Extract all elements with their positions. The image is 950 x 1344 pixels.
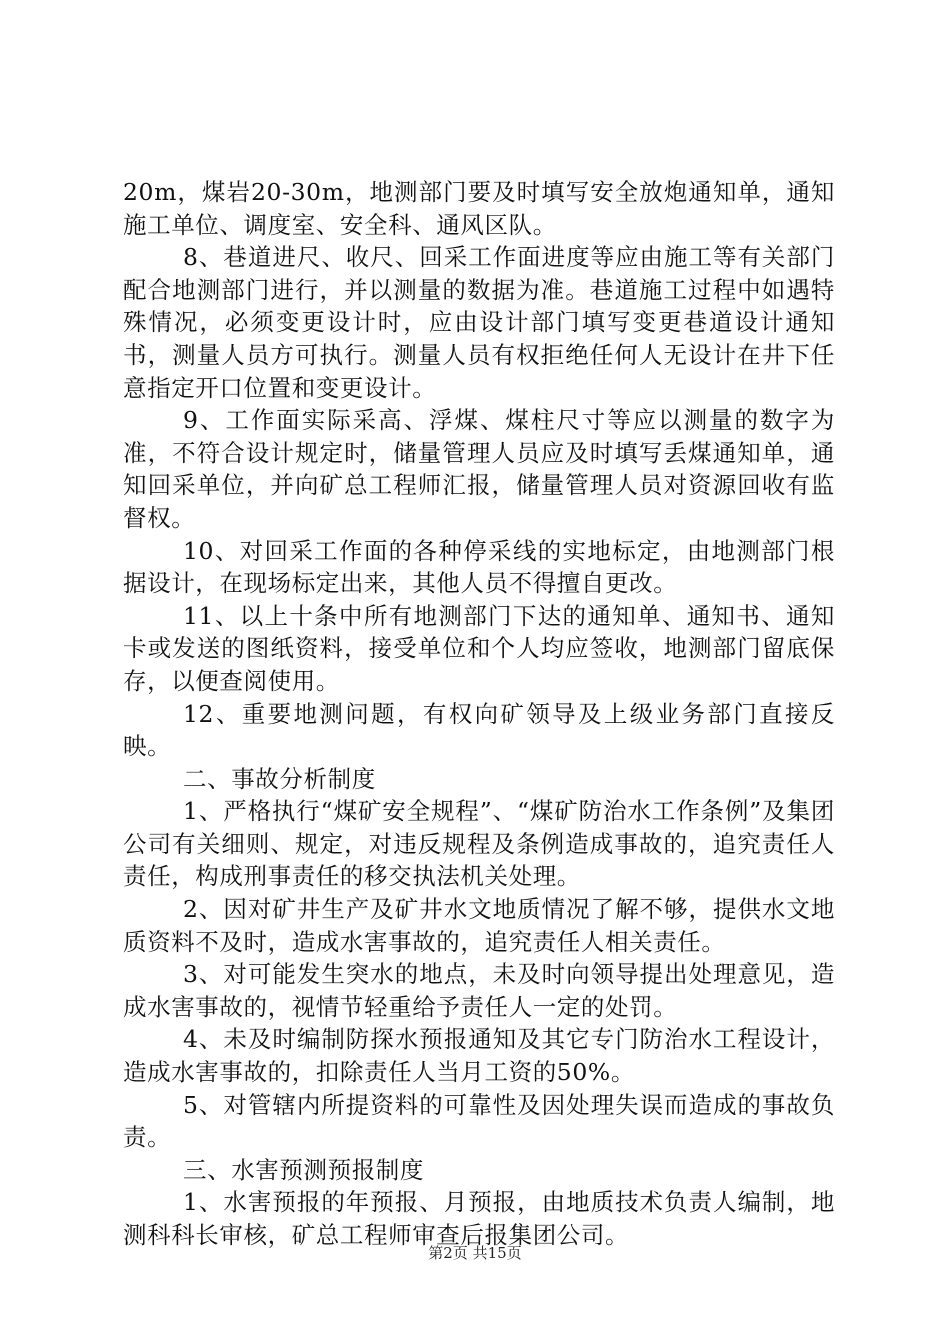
document-body	[123, 176, 835, 1252]
paragraph-accident-item-1: 1、严格执行“煤矿安全规程”、“煤矿防治水工作条例”及集团公司有关细则、规定，对违反规程及条例造成事故的，追究责任人责任，构成刑事责任的移交执法机关处理。	[123, 797, 835, 891]
paragraph-item-9: 9、工作面实际采高、浮煤、煤柱尺寸等应以测量的数字为准，不符合设计规定时，储量管理人员应及时填写丢煤通知单，通知回采单位，并向矿总工程师汇报，储量管理人员对资源回收有监督权。	[123, 406, 835, 532]
paragraph-item-8: 8、巷道进尺、收尺、回采工作面进度等应由施工等有关部门配合地测部门进行，并以测量的数据为准。巷道施工过程中如遇特殊情况，必须变更设计时，应由设计部门填写变更巷道设计通知书，测量人员方可执行。测量人员有权拒绝任何人无设计在井下任意指定开口位置和变更设计。	[123, 243, 835, 402]
paragraph-item-10: 10、对回采工作面的各种停采线的实地标定，由地测部门根据设计，在现场标定出来，其他人员不得擅自更改。	[123, 536, 835, 598]
paragraph-accident-item-4: 4、未及时编制防探水预报通知及其它专门防治水工程设计，造成水害事故的，扣除责任人当月工资的50%。	[123, 1025, 835, 1087]
paragraph-accident-item-3: 3、对可能发生突水的地点，未及时向领导提出处理意见，造成水害事故的，视情节轻重给予责任人一定的处罚。	[123, 960, 835, 1021]
section-heading-accident-analysis: 二、事故分析制度	[183, 764, 376, 793]
paragraph-forecast-item-1: 1、水害预报的年预报、月预报，由地质技术负责人编制，地测科科长审核，矿总工程师审查后报集团公司。	[123, 1188, 835, 1249]
paragraph-continuation: 20m，煤岩20-30m，地测部门要及时填写安全放炮通知单，通知施工单位、调度室、安全科、通风区队。	[123, 178, 835, 239]
paragraph-item-11: 11、以上十条中所有地测部门下达的通知单、通知书、通知卡或发送的图纸资料，接受单位和个人均应签收，地测部门留底保存，以便查阅使用。	[123, 601, 835, 695]
paragraph-accident-item-2: 2、因对矿井生产及矿井水文地质情况了解不够，提供水文地质资料不及时，造成水害事故的，追究责任人相关责任。	[123, 895, 835, 956]
paragraph-accident-item-5: 5、对管辖内所提资料的可靠性及因处理失误而造成的事故负责。	[123, 1090, 835, 1152]
page-number-footer: 第2页 共15页	[428, 1244, 522, 1262]
section-heading-water-hazard-forecast: 三、水害预测预报制度	[183, 1155, 424, 1184]
paragraph-item-12: 12、重要地测问题，有权向矿领导及上级业务部门直接反映。	[123, 699, 835, 761]
